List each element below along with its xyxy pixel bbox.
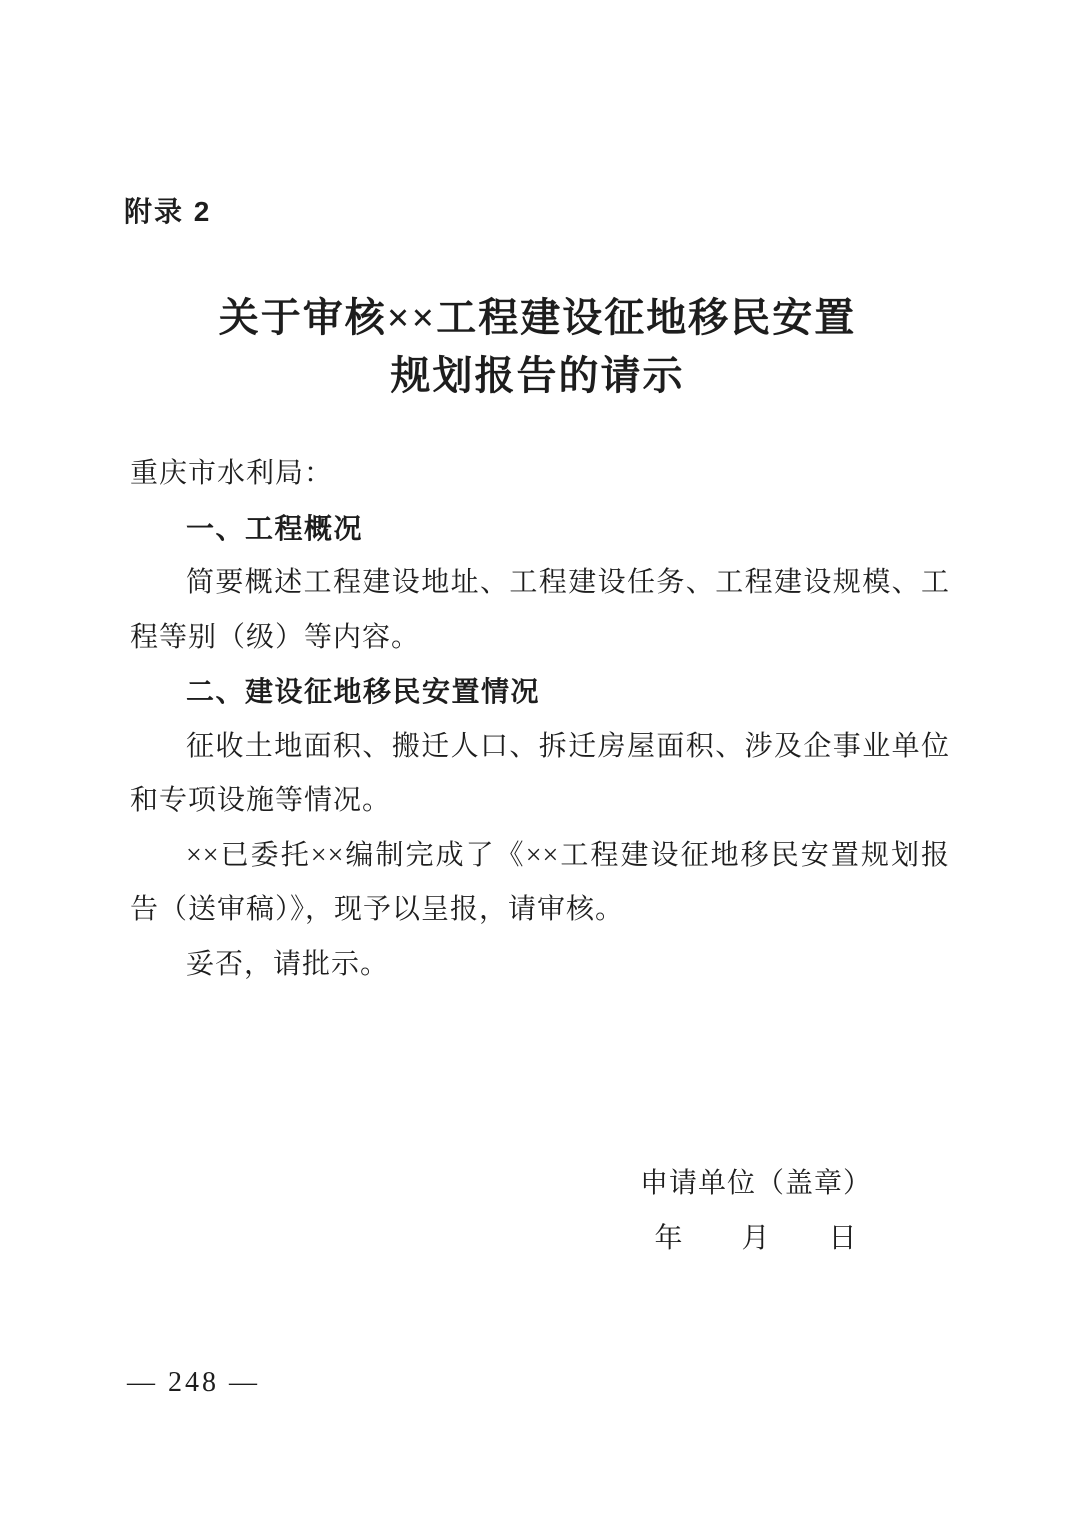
- signature-unit-line: 申请单位（盖章）: [639, 1168, 872, 1199]
- salutation: 重庆市水利局：: [130, 458, 334, 489]
- signature-date-line: 年 月 日: [654, 1223, 858, 1254]
- section-2-paragraph-2: ××已委托××编制完成了《××工程建设征地移民安置规划报告（送审稿）》，现予以呈报，请审核。: [130, 839, 950, 925]
- page-number: — 248 —: [127, 1367, 260, 1398]
- document-body: [130, 447, 950, 992]
- section-2-heading: 二、建设征地移民安置情况: [186, 676, 541, 707]
- document-title-line-1: 关于审核××工程建设征地移民安置: [218, 295, 857, 340]
- section-1-heading: 一、工程概况: [186, 512, 364, 544]
- section-1-paragraph-1: 简要概述工程建设地址、工程建设任务、工程建设规模、工程等别（级）等内容。: [130, 567, 950, 653]
- document-title: [0, 289, 1075, 405]
- section-2-paragraph-1: 征收土地面积、搬迁人口、拆迁房屋面积、涉及企事业单位和专项设施等情况。: [130, 730, 950, 816]
- appendix-label: 附录 2: [124, 196, 212, 227]
- signature-block: [636, 1156, 876, 1266]
- document-title-line-2: 规划报告的请示: [390, 353, 685, 398]
- section-2-paragraph-3: 妥否，请批示。: [186, 948, 390, 980]
